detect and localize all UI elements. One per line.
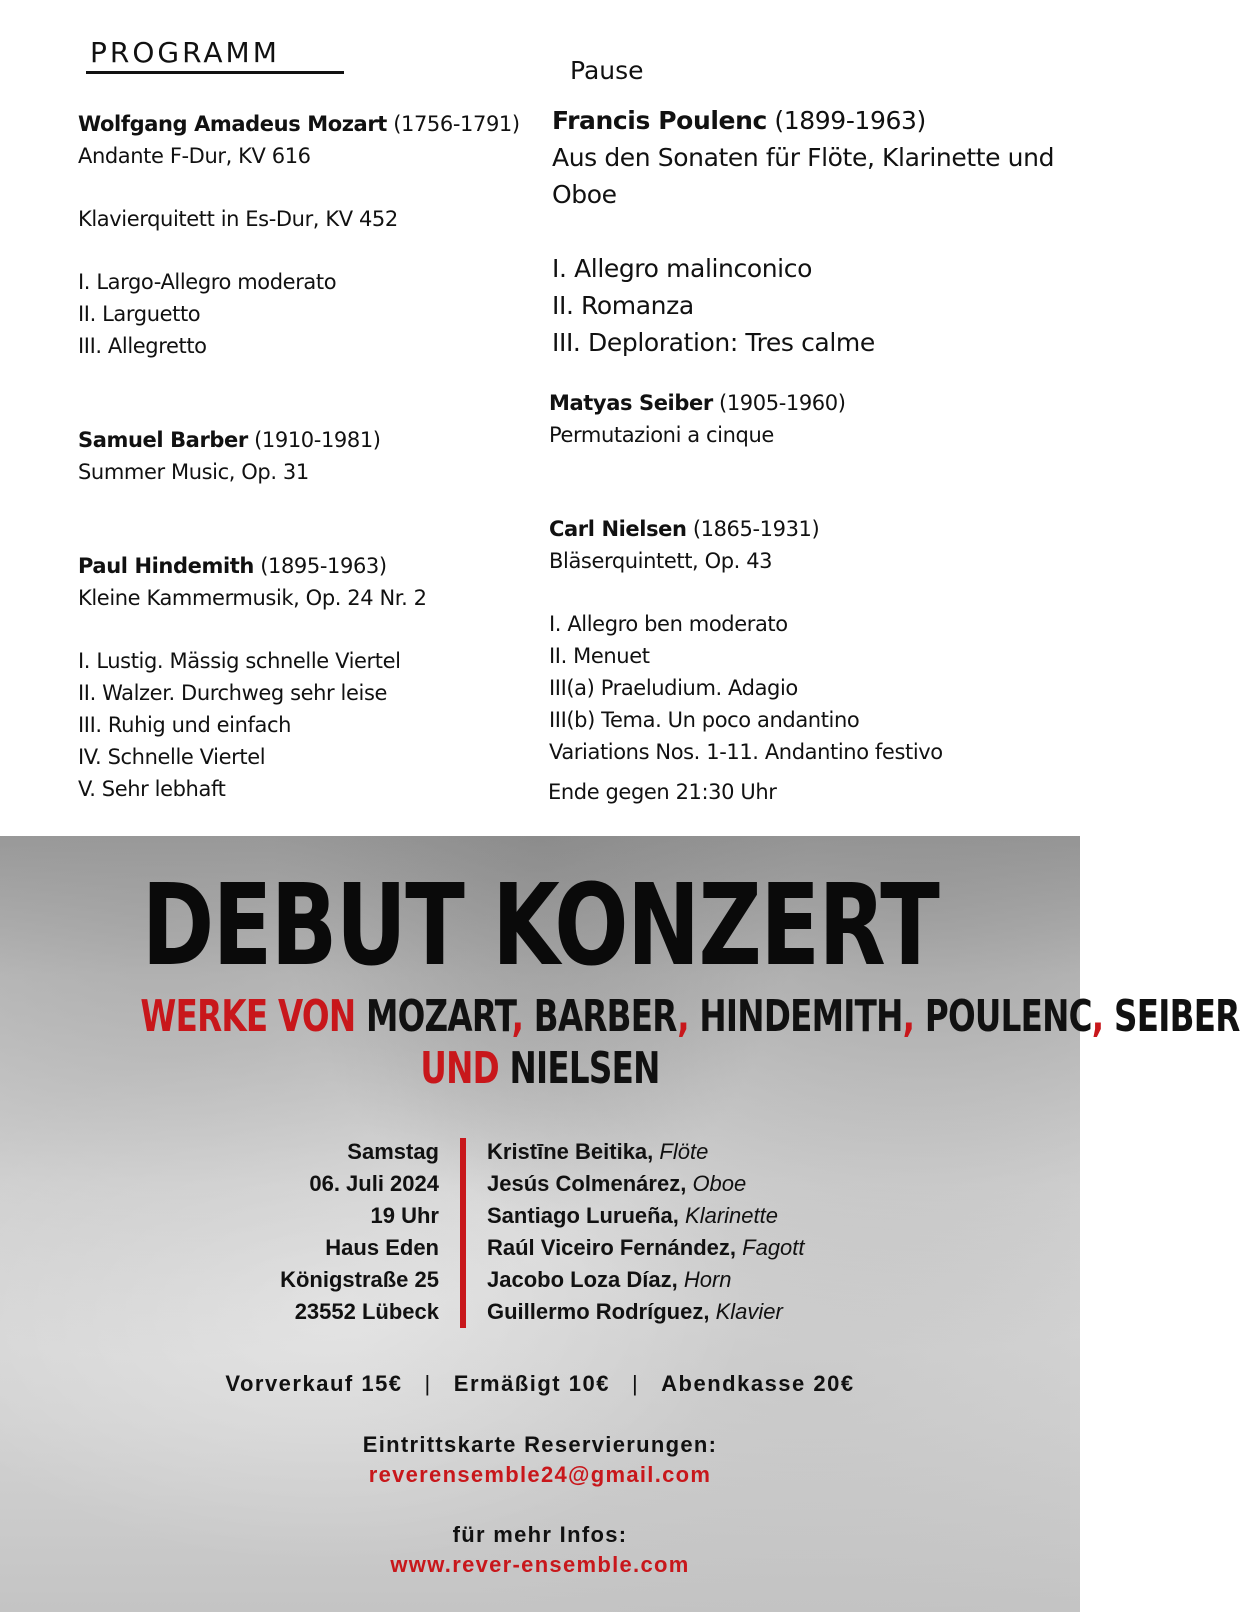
spacer	[78, 235, 520, 266]
event-day: Samstag	[347, 1139, 439, 1164]
musician: Raúl Viceiro Fernández, Fagott	[487, 1235, 805, 1260]
musician: Santiago Lurueña, Klarinette	[487, 1203, 778, 1228]
composer-name: Wolfgang Amadeus Mozart	[78, 112, 387, 136]
price-separator: |	[631, 1371, 640, 1396]
work-line: V. Sehr lebhaft	[78, 777, 226, 801]
composer-years: (1910-1981)	[247, 428, 381, 452]
composer-barber: BARBER	[533, 991, 678, 1042]
composer-mozart: MOZART	[365, 991, 512, 1042]
reservation-label: Eintrittskarte Reservierungen:	[362, 1432, 718, 1457]
composer-poulenc: POULENC	[924, 991, 1092, 1042]
work-line: II. Romanza	[552, 291, 694, 320]
composer-years: (1865-1931)	[686, 517, 820, 541]
musician: Guillermo Rodríguez, Klavier	[487, 1299, 783, 1324]
spacer	[78, 172, 520, 203]
composer-years: (1905-1960)	[712, 391, 846, 415]
composer-heading	[78, 108, 520, 140]
program-item-hindemith	[78, 550, 427, 805]
event-details	[280, 1136, 439, 1328]
musician: Jesús Colmenárez, Oboe	[487, 1171, 747, 1196]
composer-name: Paul Hindemith	[78, 554, 254, 578]
info-label: für mehr Infos:	[452, 1522, 628, 1547]
work-line: Permutazioni a cinque	[549, 423, 774, 447]
work-line: I. Allegro malinconico	[552, 254, 812, 283]
work-line: III(b) Tema. Un poco andantino	[549, 708, 860, 732]
work-line: III(a) Praeludium. Adagio	[549, 676, 798, 700]
comma: ,	[677, 991, 689, 1042]
comma: ,	[511, 991, 524, 1042]
and-word: UND	[420, 1043, 499, 1094]
work-line: Aus den Sonaten für Flöte, Klarinette und	[552, 143, 1055, 172]
composer-name: Francis Poulenc	[552, 106, 767, 135]
program-item-nielsen	[549, 513, 943, 768]
works-prefix: WERKE VON	[140, 991, 356, 1042]
composer-hindemith: HINDEMITH	[699, 991, 903, 1042]
program-heading: PROGRAMM	[90, 36, 280, 69]
work-line: I. Allegro ben moderato	[549, 612, 788, 636]
composer-seiber: SEIBER	[1114, 991, 1240, 1042]
price-presale: Vorverkauf 15€	[225, 1371, 403, 1396]
work-line: Summer Music, Op. 31	[78, 460, 309, 484]
composer-years: (1756-1791)	[386, 112, 520, 136]
work-line: IV. Schnelle Viertel	[78, 745, 266, 769]
pause-label: Pause	[570, 56, 644, 85]
work-line: Kleine Kammermusik, Op. 24 Nr. 2	[78, 586, 427, 610]
program-item-mozart	[78, 108, 520, 362]
comma: ,	[1091, 991, 1104, 1042]
composer-name: Matyas Seiber	[549, 391, 713, 415]
composers-line-1	[140, 991, 1240, 1042]
work-line: I. Lustig. Mässig schnelle Viertel	[78, 649, 401, 673]
comma: ,	[902, 991, 915, 1042]
event-date: 06. Juli 2024	[309, 1171, 439, 1196]
work-line: Oboe	[552, 180, 617, 209]
composer-years: (1899-1963)	[766, 106, 926, 135]
ticket-prices	[0, 1371, 1080, 1397]
composer-heading	[78, 550, 427, 582]
concert-banner	[0, 836, 1240, 1612]
reservation-email-link[interactable]: reverensemble24@gmail.com	[368, 1462, 712, 1487]
composer-heading	[78, 424, 381, 456]
work-line: III. Allegretto	[78, 334, 207, 358]
event-city: 23552 Lübeck	[294, 1299, 439, 1324]
musician: Kristīne Beitika, Flöte	[487, 1139, 709, 1164]
end-time-note: Ende gegen 21:30 Uhr	[548, 780, 777, 804]
musician: Jacobo Loza Díaz, Horn	[487, 1267, 732, 1292]
composer-heading	[549, 513, 943, 545]
composer-heading	[549, 387, 846, 419]
price-reduced: Ermäßigt 10€	[453, 1371, 610, 1396]
spacer	[549, 577, 943, 608]
composer-years: (1895-1963)	[253, 554, 387, 578]
work-line: II. Walzer. Durchweg sehr leise	[78, 681, 387, 705]
work-line: II. Larguetto	[78, 302, 201, 326]
work-line: Andante F-Dur, KV 616	[78, 144, 311, 168]
program-heading-underline	[86, 71, 344, 74]
event-venue: Haus Eden	[325, 1235, 439, 1260]
price-box-office: Abendkasse 20€	[661, 1371, 855, 1396]
price-separator: |	[424, 1371, 432, 1396]
work-line: I. Largo-Allegro moderato	[78, 270, 337, 294]
spacer	[78, 614, 427, 645]
website-link[interactable]: www.rever-ensemble.com	[390, 1552, 690, 1577]
work-line: Variations Nos. 1-11. Andantino festivo	[549, 740, 943, 764]
composers-line-2	[140, 1044, 939, 1094]
work-line: II. Menuet	[549, 644, 650, 668]
musician-list	[487, 1136, 805, 1328]
composer-heading	[552, 102, 1054, 139]
spacer	[552, 213, 1054, 250]
program-item-barber	[78, 424, 381, 488]
work-line: Bläserquintett, Op. 43	[549, 549, 773, 573]
event-time: 19 Uhr	[370, 1203, 439, 1228]
program-item-poulenc	[552, 102, 1054, 361]
work-line: III. Deploration: Tres calme	[552, 328, 875, 357]
event-street: Königstraße 25	[280, 1267, 439, 1292]
red-divider	[460, 1138, 466, 1328]
composer-name: Carl Nielsen	[549, 517, 687, 541]
work-line: III. Ruhig und einfach	[78, 713, 292, 737]
program-item-seiber	[549, 387, 846, 451]
concert-title: DEBUT KONZERT	[141, 861, 939, 991]
work-line: Klavierquitett in Es-Dur, KV 452	[78, 207, 398, 231]
composer-name: Samuel Barber	[78, 428, 248, 452]
composer-nielsen: NIELSEN	[509, 1043, 660, 1094]
